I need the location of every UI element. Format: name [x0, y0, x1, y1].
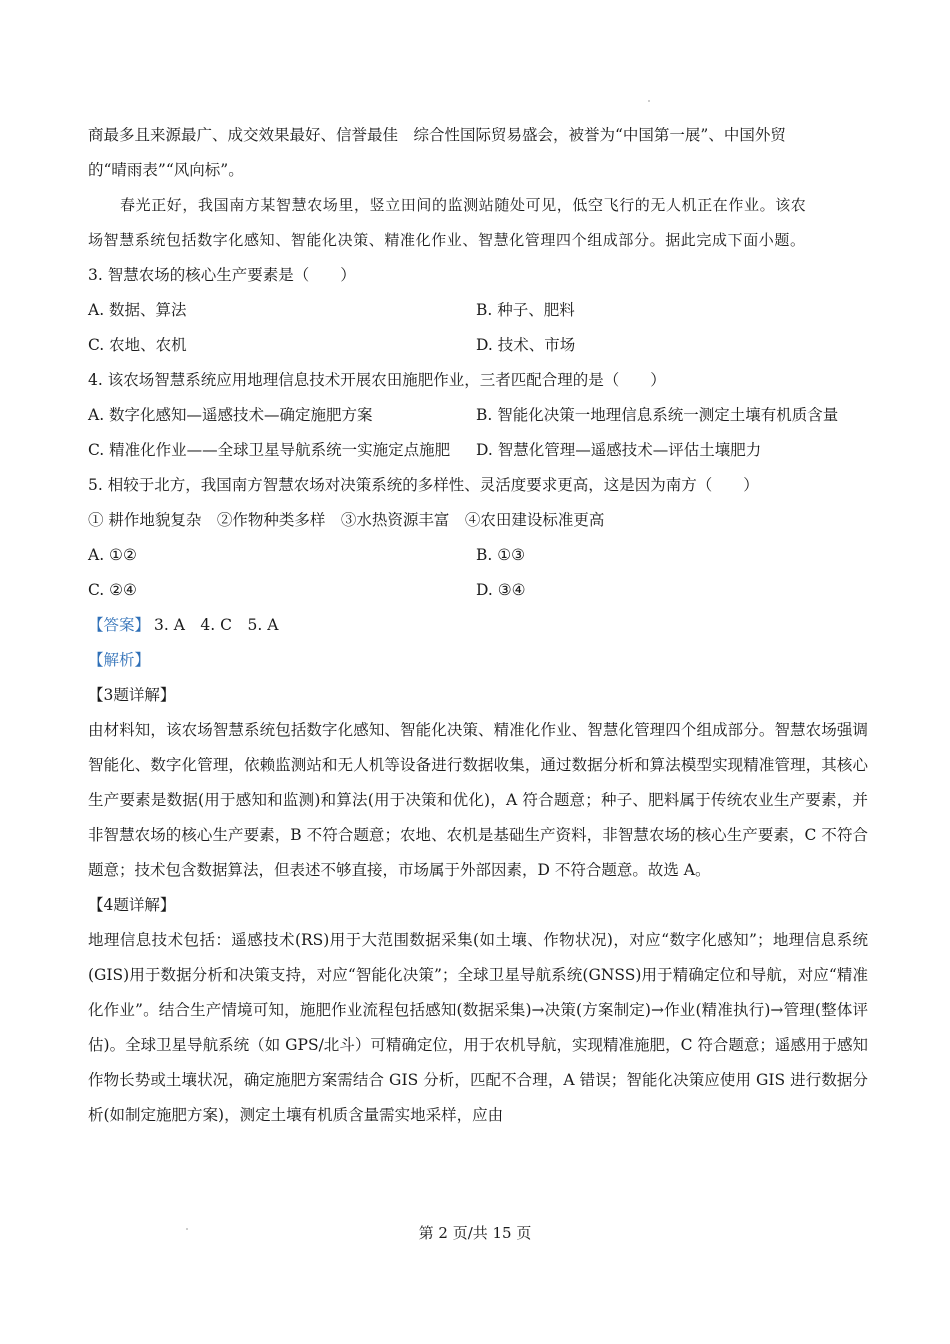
page-content [88, 118, 868, 1133]
answer-tag: 【答案】 [88, 616, 151, 634]
material-line: 场智慧系统包括数字化感知、智能化决策、精准化作业、智慧化管理四个组成部分。据此完成下面小题。 [88, 231, 806, 249]
scan-dot [648, 100, 650, 102]
q3-detail-tag: 【3题详解】 [88, 686, 176, 704]
option-a: A. 数据、算法 [88, 301, 187, 319]
option-b: B. 种子、肥料 [476, 301, 575, 319]
q4-detail-tag: 【4题详解】 [88, 896, 176, 914]
option-a: A. ①② [88, 546, 137, 564]
q4-detail-text: 地理信息技术包括：遥感技术(RS)用于大范围数据采集(如土壤、作物状况)，对应“数字化感知”；地理信息系统(GIS)用于数据分析和决策支持，对应“智能化决策”；全球卫星导航系统(GNSS)用于精确定位和导航，对应“精准化作业”。结合生产情境可知，施肥作业流程包括感知(数据采集)→决策(方案制定)→作业(精准执行)→管理(整体评估)。全球卫星导航系统（如 GPS/北斗）可精确定位，用于农机导航，实现精准施肥，C 符合题意；遥感用于感知作物长势或土壤状况，确定施肥方案需结合 GIS 分析，匹配不合理，A 错误；智能化决策应使用 GIS 进行数据分析(如制定施肥方案)，测定土壤有机质含量需实地采样，应由 [88, 931, 868, 1124]
q3-detail-text: 由材料知，该农场智慧系统包括数字化感知、智能化决策、精准化作业、智慧化管理四个组成部分。智慧农场强调智能化、数字化管理，依赖监测站和无人机等设备进行数据收集，通过数据分析和算法模型实现精准管理，其核心生产要素是数据(用于感知和监测)和算法(用于决策和优化)，A 符合题意；种子、肥料属于传统农业生产要素，并非智慧农场的核心生产要素，B 不符合题意；农地、农机是基础生产资料，非智慧农场的核心生产要素，C 不符合题意；技术包含数据算法，但表述不够直接，市场属于外部因素，D 不符合题意。故选 A。 [88, 721, 868, 879]
option-row [88, 328, 868, 363]
option-c: C. 农地、农机 [88, 336, 187, 354]
option-a: A. 数字化感知—遥感技术—确定施肥方案 [88, 406, 373, 424]
option-b: B. 智能化决策一地理信息系统一测定土壤有机质含量 [476, 406, 839, 424]
option-d: D. 智慧化管理—遥感技术—评估土壤肥力 [476, 441, 762, 459]
option-c: C. ②④ [88, 581, 137, 599]
option-d: D. ③④ [476, 581, 526, 599]
option-row [88, 573, 868, 608]
question-stem: 4. 该农场智慧系统应用地理信息技术开展农田施肥作业，三者匹配合理的是（ ） [88, 371, 666, 389]
text-line: 商最多且来源最广、成交效果最好、信誉最佳 综合性国际贸易盛会，被誉为“中国第一展”、中国外贸 [88, 126, 786, 144]
option-b: B. ①③ [476, 546, 526, 564]
page-number: 第 2 页/共 15 页 [418, 1224, 532, 1242]
numbered-options: ① 耕作地貌复杂 ②作物种类多样 ③水热资源丰富 ④农田建设标准更高 [88, 511, 605, 529]
answer-text: 3. A 4. C 5. A [154, 616, 279, 634]
answer-line [88, 608, 868, 643]
option-d: D. 技术、市场 [476, 336, 576, 354]
option-row [88, 293, 868, 328]
option-row [88, 433, 868, 468]
text-line: 的“晴雨表”“风向标”。 [88, 161, 244, 179]
analysis-tag: 【解析】 [88, 651, 151, 669]
question-stem: 3. 智慧农场的核心生产要素是（ ） [88, 266, 356, 284]
option-row [88, 398, 868, 433]
question-stem: 5. 相较于北方，我国南方智慧农场对决策系统的多样性、灵活度要求更高，这是因为南方（ ） [88, 476, 759, 494]
option-row [88, 538, 868, 573]
option-c: C. 精准化作业——全球卫星导航系统一实施定点施肥 [88, 441, 451, 459]
material-line: 春光正好，我国南方某智慧农场里，竖立田间的监测站随处可见，低空飞行的无人机正在作业。该农 [120, 196, 807, 214]
